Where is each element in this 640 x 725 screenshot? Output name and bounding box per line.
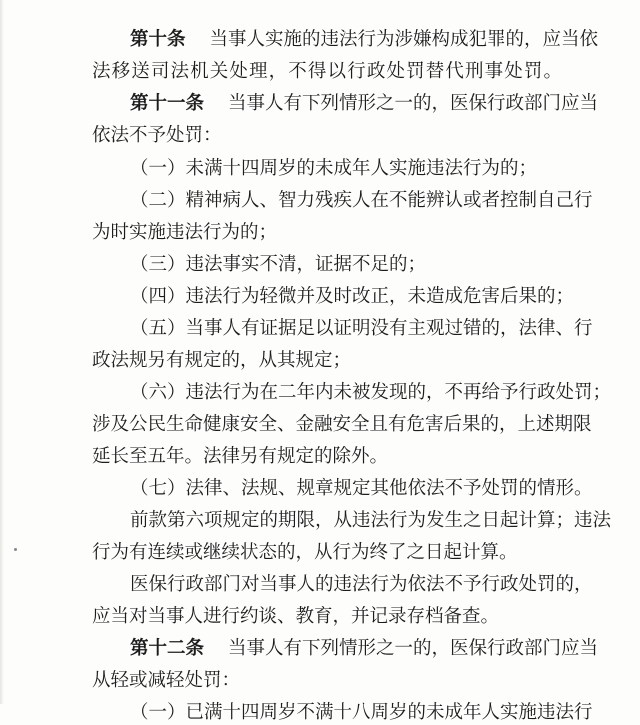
article-11-line-1 <box>130 92 599 116</box>
article-10-line-2: 法移送司法机关处理，不得以行政处罚替代刑事处罚。 <box>92 61 562 82</box>
article-10-text-1: 当事人实施的违法行为涉嫌构成犯罪的，应当依 <box>209 29 599 50</box>
article-11-item-2a: （二）精神病人、智力残疾人在不能辨认或者控制自己行 <box>130 190 593 211</box>
article-12-line-1 <box>130 637 599 661</box>
article-11-item-1: （一）未满十四周岁的未成年人实施违法行为的； <box>130 158 538 179</box>
article-11-para-2a: 医保行政部门对当事人的违法行为依法不予行政处罚的， <box>130 574 593 595</box>
article-11-heading: 第十一条 <box>130 93 205 114</box>
article-11-item-4: （四）违法行为轻微并及时改正，未造成危害后果的； <box>130 286 575 307</box>
scan-speck <box>14 548 17 551</box>
article-10-line-1 <box>130 28 599 52</box>
article-11-item-6a: （六）违法行为在二年内未被发现的，不再给予行政处罚； <box>130 382 612 403</box>
article-11-item-7: （七）法律、法规、规章规定其他依法不予处罚的情形。 <box>130 478 593 499</box>
article-11-item-6c: 延长至五年。法律另有规定的除外。 <box>92 446 389 467</box>
article-10-heading: 第十条 <box>130 29 186 50</box>
article-12-line-2: 从轻或减轻处罚： <box>92 670 241 691</box>
article-11-para-1a: 前款第六项规定的期限，从违法行为发生之日起计算；违法 <box>130 510 612 531</box>
article-11-item-5b: 政法规另有规定的，从其规定； <box>92 350 352 371</box>
scan-edge-shadow <box>0 0 4 704</box>
article-12-heading: 第十二条 <box>130 638 205 659</box>
article-11-item-2b: 为时实施违法行为的； <box>92 222 278 243</box>
article-11-para-2b: 应当对当事人进行约谈、教育，并记录存档备查。 <box>92 606 500 627</box>
article-11-item-3: （三）违法事实不清，证据不足的； <box>130 254 427 275</box>
article-11-item-5a: （五）当事人有证据足以证明没有主观过错的，法律、行 <box>130 318 593 339</box>
article-11-para-1b: 行为有连续或继续状态的，从行为终了之日起计算。 <box>92 542 518 563</box>
article-12-item-1: （一）已满十四周岁不满十八周岁的未成年人实施违法行 <box>130 702 593 723</box>
article-11-text-1: 当事人有下列情形之一的，医保行政部门应当 <box>228 93 599 114</box>
article-12-text-1: 当事人有下列情形之一的，医保行政部门应当 <box>228 638 599 659</box>
article-11-item-6b: 涉及公民生命健康安全、金融安全且有危害后果的，上述期限 <box>92 414 592 435</box>
article-11-line-2: 依法不予处罚： <box>92 125 222 146</box>
